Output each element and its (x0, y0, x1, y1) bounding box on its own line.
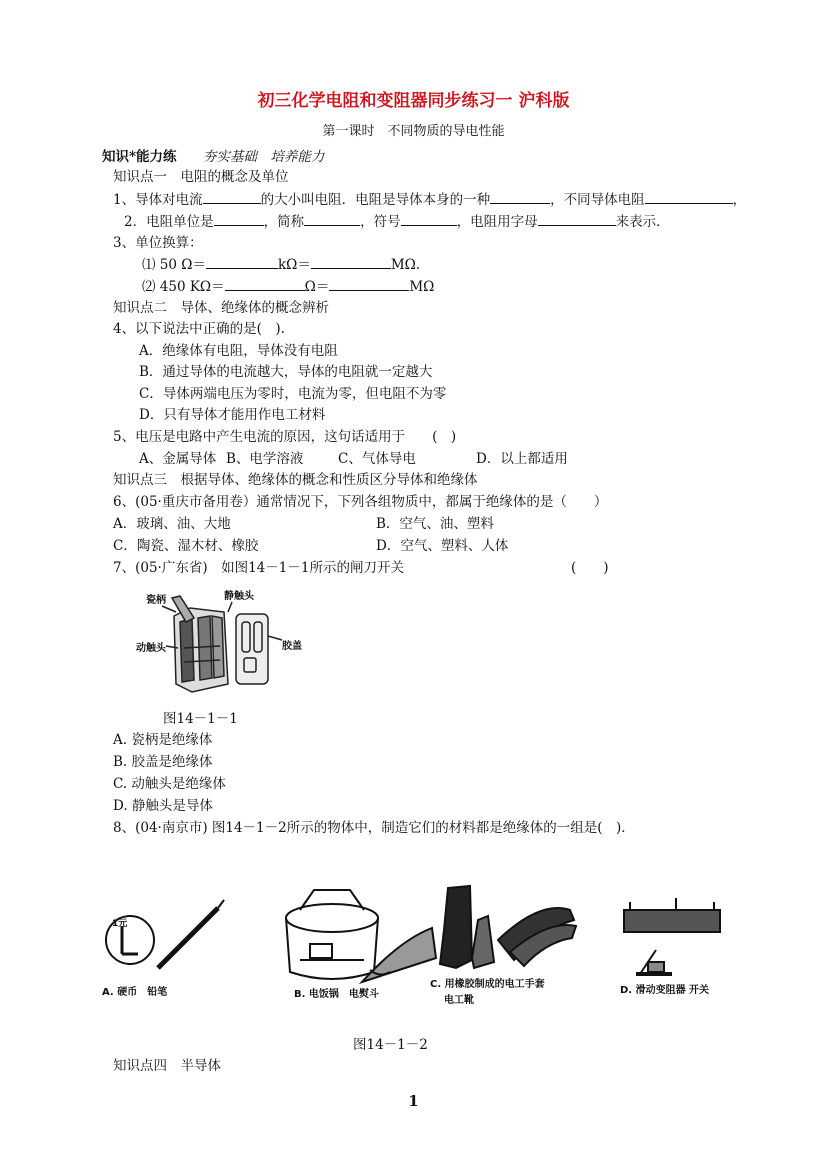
section-header (102, 148, 324, 166)
q1-text-a: 1、导体对电流 (113, 192, 203, 208)
q3-2-text-c: MΩ (409, 279, 435, 295)
option-c-label: C. 用橡胶制成的电工手套 (430, 979, 545, 990)
q7-option-c: C. 动触头是绝缘体 (113, 776, 226, 792)
answer-blank[interactable] (203, 190, 261, 204)
q5-option-a: A、金属导体 (139, 451, 217, 467)
answer-blank[interactable] (490, 190, 550, 204)
q1-text-c: ，不同导体电阻 (550, 192, 645, 208)
knowledge-point-4: 知识点四 半导体 (113, 1058, 221, 1074)
answer-blank[interactable] (329, 277, 409, 291)
page-title: 初三化学电阻和变阻器同步练习一 沪科版 (257, 91, 570, 111)
knife-switch-figure (132, 588, 312, 698)
answer-blank[interactable] (645, 190, 733, 204)
q4-option-c: C．导体两端电压为零时，电流为零，但电阻不为零 (139, 386, 447, 402)
question-7-answer-paren: ( ) (571, 560, 609, 576)
question-7-stem: 7、(05·广东省) 如图14－1－1所示的闸刀开关 (113, 560, 404, 576)
answer-blank[interactable] (206, 255, 278, 269)
q1-text-d: ， (732, 192, 747, 208)
figure-label-static-contact: 静触头 (224, 591, 254, 602)
answer-blank[interactable] (311, 255, 391, 269)
q2-text-d: ，电阻用字母 (456, 214, 538, 230)
q5-option-d: D．以上都适用 (476, 451, 568, 467)
q7-option-a: A. 瓷柄是绝缘体 (113, 732, 213, 748)
question-5-stem: 5、电压是电路中产生电流的原因，这句话适用于 ( ) (113, 429, 457, 445)
question-1 (113, 190, 746, 209)
question-3-2 (142, 277, 434, 296)
q6-option-d: D．空气、塑料、人体 (376, 538, 509, 554)
option-a-label: A. 硬币 铅笔 (102, 987, 168, 998)
q4-option-b: B．通过导体的电流越大，导体的电阻就一定越大 (139, 364, 433, 380)
q2-text-e: 来表示． (615, 214, 670, 230)
figure-14-1-2 (100, 880, 750, 1010)
q3-2-text-a: ⑵ 450 KΩ＝ (142, 279, 225, 295)
q3-1-text-a: ⑴ 50 Ω＝ (142, 257, 206, 273)
question-3-1 (142, 255, 420, 274)
q3-2-text-b: Ω＝ (304, 279, 330, 295)
answer-blank[interactable] (538, 212, 616, 226)
figure-label-porcelain-handle: 瓷柄 (146, 595, 166, 606)
q4-option-a: A．绝缘体有电阻，导体没有电阻 (139, 343, 338, 359)
figure-label-moving-contact: 动触头 (136, 643, 166, 654)
knowledge-point-2: 知识点二 导体、绝缘体的概念辨析 (113, 300, 329, 316)
q2-text-b: ，简称 (263, 214, 305, 230)
option-c-label-line2: 电工靴 (444, 995, 474, 1006)
question-2 (124, 212, 670, 231)
q6-option-c: C．陶瓷、湿木材、橡胶 (113, 538, 259, 554)
question-3-title: 3、单位换算： (113, 235, 203, 251)
question-8-stem: 8、(04·南京市) 图14－1－2所示的物体中，制造它们的材料都是绝缘体的一组是( )． (113, 820, 635, 836)
q7-option-b: B. 胶盖是绝缘体 (113, 754, 213, 770)
q5-option-c: C、气体导电 (338, 451, 416, 467)
knowledge-point-1: 知识点一 电阻的概念及单位 (113, 169, 289, 185)
question-6-stem: 6、(05·重庆市备用卷）通常情况下，下列各组物质中，都属于绝缘体的是（ ） (113, 494, 608, 510)
q2-text-c: ，符号 (360, 214, 401, 230)
coin-denomination: 1元 (112, 919, 128, 929)
answer-blank[interactable] (225, 277, 305, 291)
answer-blank[interactable] (304, 212, 360, 226)
q5-option-b: B、电学溶液 (226, 451, 304, 467)
section-header-bold: 知识*能力练 (102, 149, 177, 165)
question-4-stem: 4、以下说法中正确的是( ). (113, 321, 285, 337)
q6-option-b: B．空气、油、塑料 (376, 516, 494, 532)
figure-label-rubber-cover: 胶盖 (282, 641, 302, 652)
section-header-italic: 夯实基础 培养能力 (202, 149, 325, 165)
q6-option-a: A．玻璃、油、大地 (113, 516, 231, 532)
figure-14-1-2-caption: 图14－1－2 (353, 1037, 428, 1053)
answer-blank[interactable] (401, 212, 457, 226)
q7-option-d: D. 静触头是导体 (113, 798, 213, 814)
q3-1-text-b: kΩ＝ (277, 257, 311, 273)
q2-text-a: 2．电阻单位是 (124, 214, 214, 230)
page-number: 1 (408, 1092, 419, 1110)
q3-1-text-c: MΩ. (390, 257, 421, 273)
knowledge-point-3: 知识点三 根据导体、绝缘体的概念和性质区分导体和绝缘体 (113, 472, 478, 488)
lesson-subtitle: 第一课时 不同物质的导电性能 (322, 124, 505, 139)
option-b-label: B. 电饭锅 电熨斗 (294, 989, 379, 1000)
figure-14-1-1-caption: 图14－1－1 (163, 711, 238, 727)
q4-option-d: D．只有导体才能用作电工材料 (139, 407, 326, 423)
answer-blank[interactable] (214, 212, 264, 226)
option-d-label: D. 滑动变阻器 开关 (620, 985, 710, 996)
q1-text-b: 的大小叫电阻．电阻是导体本身的一种 (260, 192, 491, 208)
